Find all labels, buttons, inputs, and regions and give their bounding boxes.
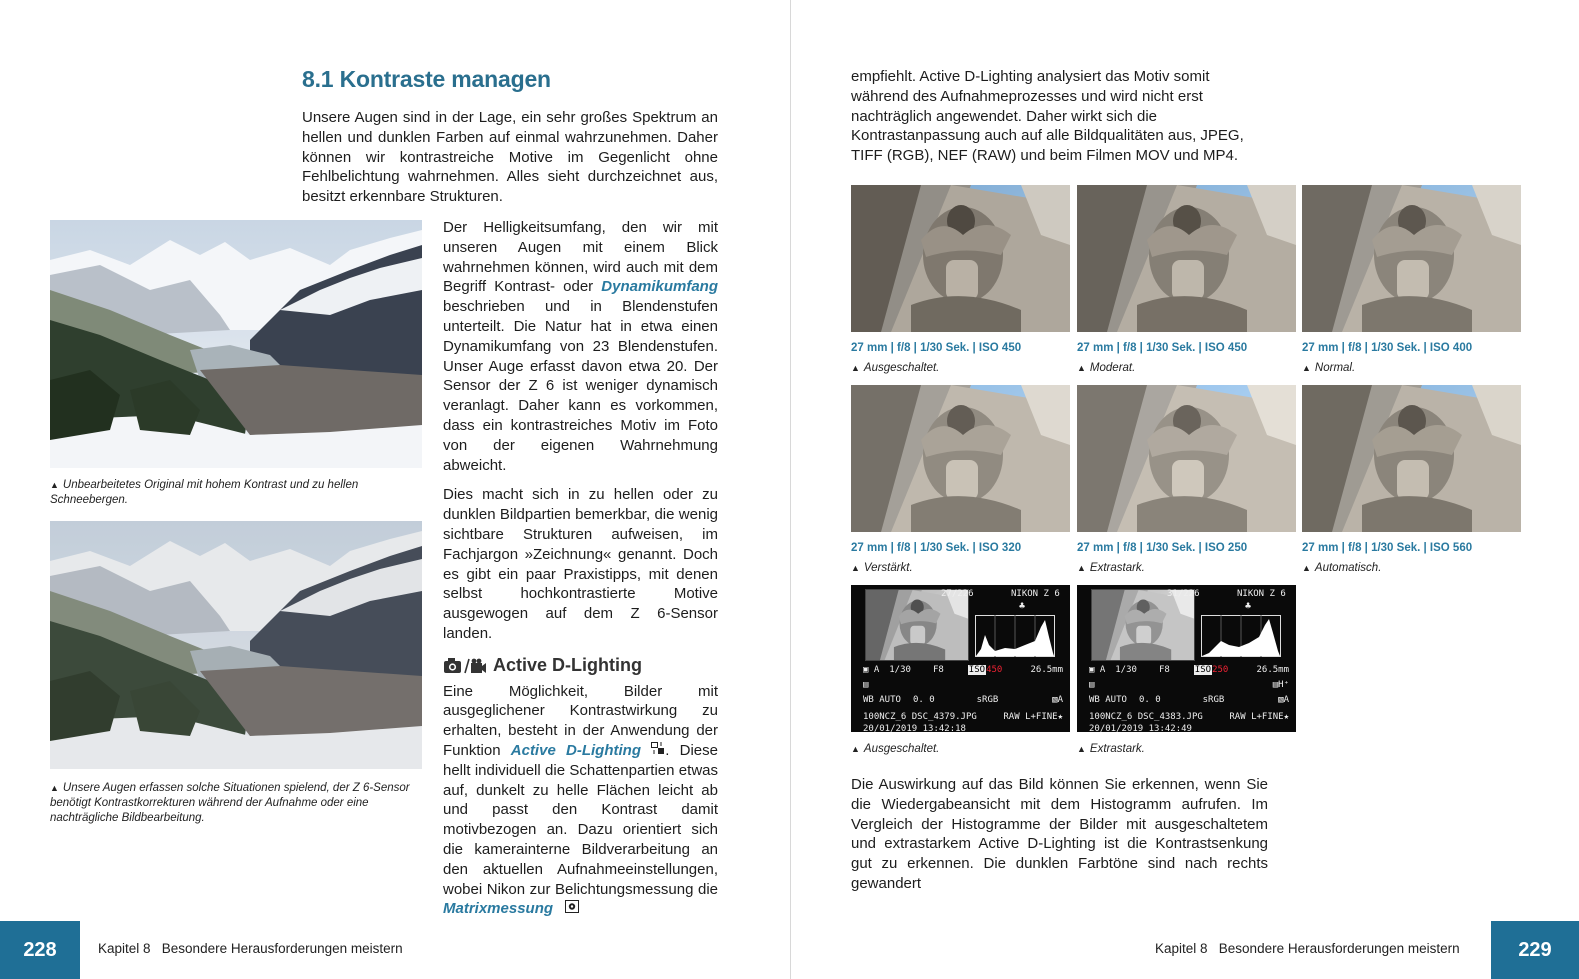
thumb-caption: ▲ Ausgeschaltet.	[851, 362, 940, 374]
lcd-caption: ▲ Ausgeschaltet.	[851, 743, 940, 755]
page-number-right: 229	[1491, 921, 1579, 979]
protect-icon: ♣	[1019, 601, 1026, 612]
exposure-comp-icon: ▤	[863, 680, 869, 690]
lcd-brand: NIKON Z 6	[1237, 589, 1286, 599]
subheading-active-d-lighting: Active D-Lighting	[443, 656, 718, 676]
caption-original: ▲ Unbearbeitetes Original mit hohem Kontrast und zu hellen Schneebergen.	[50, 479, 359, 506]
paragraph-dynamic-range: Der Helligkeitsumfang, den wir mit unseren Augen mit einem Blick wahrnehmen können, wird auch mit dem Begriff Kontrast- oder Dynamikumfang beschrieben und in Blendenstufen unterteilt. Die Natur hat in etwa einen Dynamikumfang von 23 Blendenstufen. Unser Auge erfasst davon etwa 20. Der Sensor der Z 6 ist weniger dynamisch veranlagt. Daher kann es vorkommen, dass ein kontrastreiches Motiv im Foto von der eigenen Wahrnehmung abweicht.	[443, 219, 718, 474]
picture-control-icon: ▧A	[1278, 695, 1289, 705]
protect-icon: ♣	[1245, 601, 1252, 612]
triangle-icon: ▲	[851, 744, 860, 754]
thumb-ausgeschaltet	[851, 185, 1070, 332]
iso-icon: ISO	[1194, 665, 1212, 675]
text-column	[443, 218, 718, 929]
picture-control-icon: ▧A	[1052, 695, 1063, 705]
page-number-left: 228	[0, 921, 80, 979]
term-dynamikumfang[interactable]: Dynamikumfang	[601, 278, 718, 296]
thumb-meta: 27 mm | f/8 | 1/30 Sek. | ISO 250	[1077, 542, 1248, 554]
wb-icon: WB AUTO	[863, 695, 901, 705]
photo-original	[50, 220, 422, 468]
histogram	[1201, 615, 1281, 657]
thumb-moderat	[1077, 185, 1296, 332]
lcd-counter: 27/226	[941, 589, 974, 599]
thumb-caption: ▲ Moderat.	[1077, 362, 1136, 374]
thumb-caption: ▲ Extrastark.	[1077, 562, 1145, 574]
thumb-meta: 27 mm | f/8 | 1/30 Sek. | ISO 450	[851, 342, 1022, 354]
thumb-meta: 27 mm | f/8 | 1/30 Sek. | ISO 450	[1077, 342, 1248, 354]
thumb-meta: 27 mm | f/8 | 1/30 Sek. | ISO 320	[851, 542, 1022, 554]
triangle-icon: ▲	[851, 563, 860, 573]
adl-extra-high-icon: ▤H⁺	[1272, 680, 1289, 690]
lcd-histogram-off: 27/226 NIKON Z 6 ♣ ▣ A 1/30 F8 ISO450 26.5mm ▤ WB AUTO 0. 0 sRGB ▧A 100NCZ_6 DSC_4379.JPG RAW L+FINE★ 20/01/2019 13:42:18	[851, 585, 1070, 732]
thumb-meta: 27 mm | f/8 | 1/30 Sek. | ISO 400	[1302, 342, 1473, 354]
thumb-meta: 27 mm | f/8 | 1/30 Sek. | ISO 560	[1302, 542, 1473, 554]
mode-icon: ▣ A	[1089, 665, 1106, 675]
thumb-verstaerkt	[851, 385, 1070, 532]
paragraph-adl: Eine Möglichkeit, Bilder mit ausgeglichener Kontrastwirkung zu erhalten, besteht in der Anwendung der Funktion Active D-Lighting . Diese hellt individuell die Schattenpartien etwas auf, dunkelt zu helle Flächen leicht ab und passt den Kontrast damit motivbezogen an. Dazu orientiert sich die kamerainterne Bildverarbeitung an den aktuellen Aufnahmeeinstellungen, wobei Nikon zur Belichtungsmessung die Matrixmessung	[443, 682, 718, 918]
adl-icon	[651, 742, 665, 755]
thumb-extrastark	[1077, 385, 1296, 532]
exposure-comp-icon: ▤	[1089, 680, 1095, 690]
photo-corrected	[50, 521, 422, 769]
paragraph-zeichnung: Dies macht sich in zu hellen oder zu dunklen Bildpartien bemerkbar, die wenig sichtbare Strukturen aufweisen, im Fachjargon »Zeichnung« genannt. Doch es gibt ein paar Praxistipps, mit denen selbst hochkontrastierte Motive ausgewogen auf dem Z 6-Sensor landen.	[443, 486, 718, 642]
lcd-counter: 31/226	[1167, 589, 1200, 599]
triangle-icon: ▲	[1302, 363, 1311, 373]
triangle-icon: ▲	[1077, 363, 1086, 373]
lcd-brand: NIKON Z 6	[1011, 589, 1060, 599]
thumb-caption: ▲ Automatisch.	[1302, 562, 1382, 574]
term-active-d-lighting[interactable]: Active D-Lighting	[510, 741, 641, 759]
triangle-icon: ▲	[1077, 563, 1086, 573]
thumb-caption: ▲ Normal.	[1302, 362, 1356, 374]
triangle-icon: ▲	[1302, 563, 1311, 573]
lcd-caption: ▲ Extrastark.	[1077, 743, 1145, 755]
triangle-icon: ▲	[1077, 744, 1086, 754]
wb-icon: WB AUTO	[1089, 695, 1127, 705]
triangle-icon: ▲	[50, 783, 59, 793]
thumb-caption: ▲ Verstärkt.	[851, 562, 913, 574]
footer-right: Kapitel 8 Besondere Herausforderungen meistern	[1155, 941, 1460, 956]
caption-corrected: ▲ Unsere Augen erfassen solche Situationen spielend, der Z 6-Sensor benötigt Kontrastkorrekturen während der Aufnahme oder eine nachträgliche Bildbearbeitung.	[50, 782, 410, 824]
term-matrixmessung[interactable]: Matrixmessung	[443, 900, 554, 918]
camera-video-icon	[443, 657, 487, 675]
mode-icon: ▣ A	[863, 665, 880, 675]
histogram	[975, 615, 1055, 657]
iso-icon: ISO	[968, 665, 986, 675]
right-page	[791, 0, 1579, 979]
intro-paragraph: Unsere Augen sind in der Lage, ein sehr großes Spektrum an hellen und dunklen Farben auf einmal wahrzunehmen. Daher können wir kontrastreiche Motive im Gegenlicht ohne Fehlbelichtung wahrnehmen. Alles sieht durchzeichnet aus, besitzt erkennbare Strukturen.	[302, 109, 718, 206]
triangle-icon: ▲	[851, 363, 860, 373]
footer-left: Kapitel 8 Besondere Herausforderungen meistern	[98, 941, 403, 956]
lcd-histogram-extrastark: 31/226 NIKON Z 6 ♣ ▣ A 1/30 F8 ISO250 26.5mm ▤ ▤H⁺ WB AUTO 0. 0 sRGB ▧A 100NCZ_6 DSC_4383.JPG RAW L+FINE★ 20/01/2019 13:42:49	[1077, 585, 1296, 732]
paragraph-top: empfiehlt. Active D-Lighting analysiert das Motiv somit während des Aufnahmeprozesses und wird nicht erst nachträglich angewendet. Daher wirkt sich die Kontrastanpassung auch auf alle Bildqualitäten aus, JPEG, TIFF (RGB), NEF (RAW) und beim Filmen MOV und MP4.	[851, 68, 1244, 165]
matrix-metering-icon	[565, 900, 579, 913]
paragraph-bottom: Die Auswirkung auf das Bild können Sie erkennen, wenn Sie die Wiedergabeansicht mit dem Histogramm aufrufen. Im Vergleich der Histogramme der Bilder mit ausgeschaltetem und extrastarkem Active D-Lighting ist die Kontrastsenkung gut zu erkennen. Die dunklen Farbtöne sind nach rechts gewandert	[851, 776, 1268, 892]
section-heading: 8.1 Kontraste managen	[302, 66, 551, 92]
thumb-normal	[1302, 185, 1521, 332]
thumb-automatisch	[1302, 385, 1521, 532]
triangle-icon: ▲	[50, 480, 59, 490]
